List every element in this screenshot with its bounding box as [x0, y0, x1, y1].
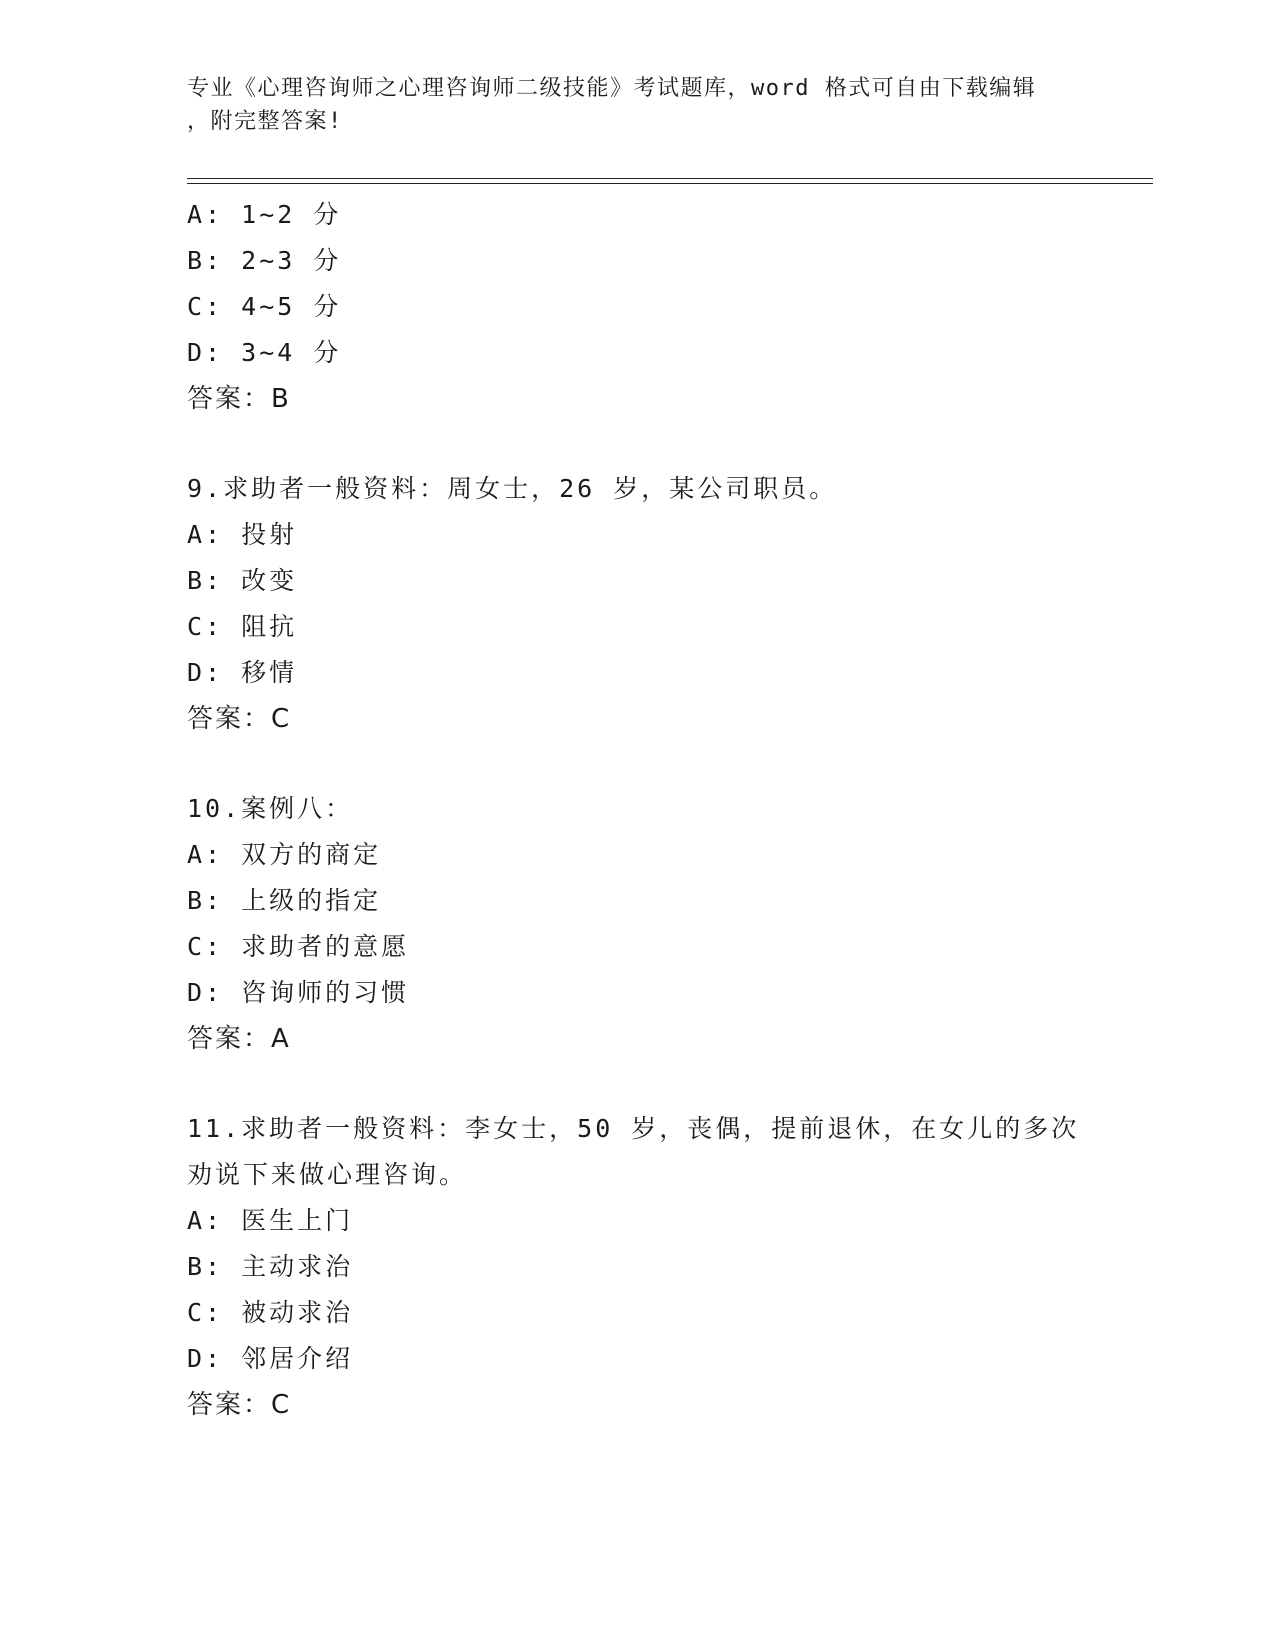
option-d: D: 咨询师的习惯 [187, 978, 410, 1007]
option-c: C: 求助者的意愿 [187, 932, 410, 961]
question-block-11 [187, 1106, 1147, 1428]
answer-line: 答案：C [187, 704, 292, 734]
question-stem: 9.求助者一般资料：周女士，26 岁，某公司职员。 [187, 474, 838, 503]
header-line-2: ，附完整答案! [187, 109, 343, 134]
option-c: C: 被动求治 [187, 1298, 354, 1327]
document-header [187, 72, 1087, 138]
header-divider-top [187, 178, 1153, 179]
option-c: C: 4~5 分 [187, 292, 342, 321]
option-b: B: 2~3 分 [187, 246, 342, 275]
question-block-9 [187, 466, 1147, 742]
question-stem-line-2: 劝说下来做心理咨询。 [187, 1160, 468, 1189]
option-a: A: 1~2 分 [187, 200, 342, 229]
spacer [187, 1062, 1147, 1106]
answer-line: 答案：B [187, 384, 291, 414]
option-b: B: 改变 [187, 566, 298, 595]
option-a: A: 双方的商定 [187, 840, 382, 869]
header-divider-bottom [187, 183, 1153, 184]
option-b: B: 上级的指定 [187, 886, 382, 915]
question-stem-line-1: 11.求助者一般资料：李女士，50 岁，丧偶，提前退休，在女儿的多次 [187, 1114, 1080, 1143]
question-list [187, 192, 1147, 1428]
option-d: D: 3~4 分 [187, 338, 342, 367]
answer-line: 答案：C [187, 1390, 292, 1420]
option-d: D: 移情 [187, 658, 298, 687]
question-block-10 [187, 786, 1147, 1062]
option-a: A: 医生上门 [187, 1206, 354, 1235]
header-line-1: 专业《心理咨询师之心理咨询师二级技能》考试题库，word 格式可自由下载编辑 [187, 76, 1037, 101]
option-b: B: 主动求治 [187, 1252, 354, 1281]
question-stem: 10.案例八： [187, 794, 354, 823]
option-d: D: 邻居介绍 [187, 1344, 354, 1373]
spacer [187, 742, 1147, 786]
question-block-8 [187, 192, 1147, 422]
spacer [187, 422, 1147, 466]
option-c: C: 阻抗 [187, 612, 298, 641]
option-a: A: 投射 [187, 520, 298, 549]
answer-line: 答案：A [187, 1024, 291, 1054]
